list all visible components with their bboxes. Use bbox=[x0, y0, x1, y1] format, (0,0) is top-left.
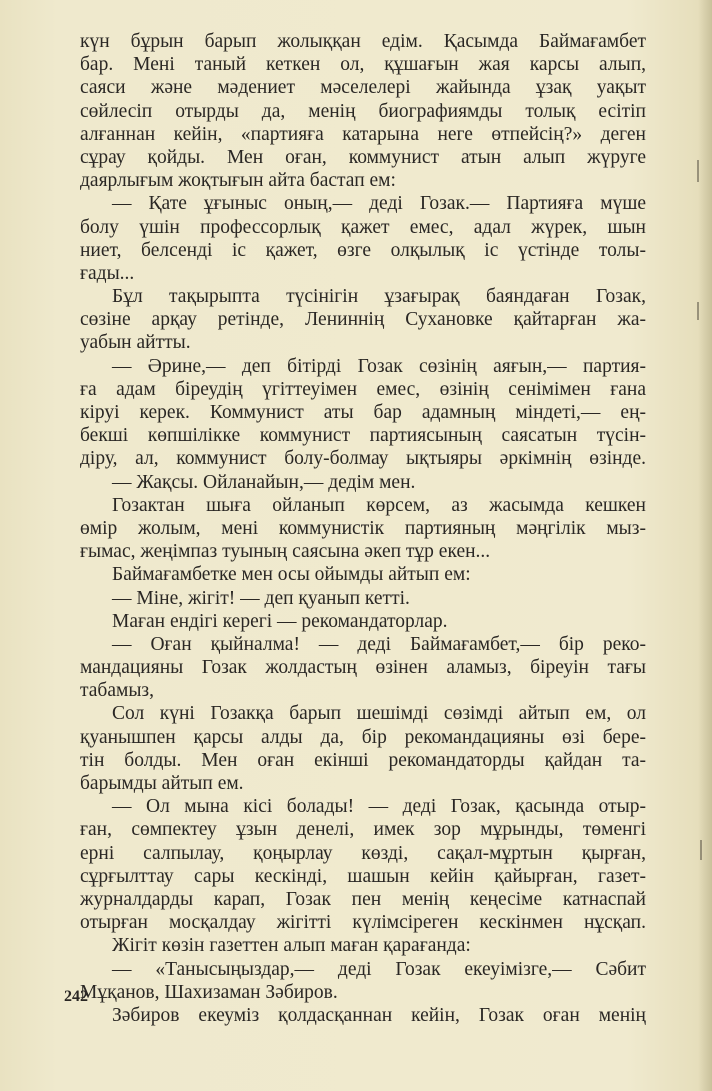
text-line: табамыз, bbox=[80, 680, 155, 702]
page-number: 242 bbox=[64, 988, 88, 1005]
text-line: — Оған қыйналма! — деді Баймағамбет,— бір реко- bbox=[112, 633, 646, 655]
text-line: отырған мосқалдау жігітті күлімсіреген кескінмен нұсқап. bbox=[80, 912, 646, 934]
text-line: ға адам біреудің үгіттеуімен емес, өзінің сенімімен ғана bbox=[80, 378, 646, 400]
text-line: Гозактан шыға ойланып көрсем, аз жасымда кешкен bbox=[112, 494, 646, 516]
margin-mark bbox=[697, 302, 699, 320]
text-line: бекші көпшілікке коммунист партиясының саясатын түсін- bbox=[80, 425, 646, 447]
text-line: бар. Мені таный кеткен ол, құшағын жая карсы алып, bbox=[80, 54, 646, 76]
text-line: — Жақсы. Ойланайын,— дедім мен. bbox=[112, 471, 416, 493]
text-line: Сол күні Гозакқа барып шешімді сөзімді айтып ем, ол bbox=[112, 703, 646, 725]
text-line: сұрау қойды. Мен оған, коммунист атын алып жүруге bbox=[80, 146, 646, 168]
text-line: болу үшін профессорлық қажет емес, адал жүрек, шын bbox=[80, 216, 646, 238]
text-line: алғаннан кейін, «партияға катарына неге өтпейсің?» деген bbox=[80, 123, 646, 145]
text-line: сұрғылттау сары кескінді, шашын кейін қайырған, газет- bbox=[80, 865, 646, 887]
text-line: — Әрине,— деп бітірді Гозак сөзінің аяғын,— партия- bbox=[112, 355, 646, 377]
text-line: уабын айтты. bbox=[80, 332, 191, 354]
text-line: Баймағамбетке мен осы ойымды айтып ем: bbox=[112, 564, 471, 586]
text-line: ған, сөмпектеу ұзын денелі, имек зор мұрынды, төменгі bbox=[80, 819, 646, 841]
margin-mark bbox=[700, 840, 702, 860]
body-text bbox=[80, 30, 646, 1027]
text-line: Бұл тақырыпта түсінігін ұзағырақ баяндаған Гозак, bbox=[112, 286, 646, 308]
text-line: Жігіт көзін газеттен алып маған қарағанда: bbox=[112, 935, 471, 957]
margin-mark bbox=[697, 160, 699, 182]
text-line: ғымас, жеңімпаз туының саясына әкеп тұр екен... bbox=[80, 541, 491, 563]
text-line: кіруі керек. Коммунист аты бар адамның міндеті,— ең- bbox=[80, 402, 646, 423]
text-line: саяси және мәдениет мәселелері жайында ұзақ уақыт bbox=[80, 77, 646, 99]
text-line: сөйлесіп отырды да, менің биографиямды толық есітіп bbox=[80, 100, 646, 122]
text-line: діру, ал, коммунист болу-болмау ықтыяры әркімнің өзінде. bbox=[80, 448, 646, 470]
text-line: барымды айтып ем. bbox=[80, 773, 244, 794]
text-line: Мұқанов, Шахизаман Зәбиров. bbox=[80, 981, 338, 1003]
text-line: Маған ендігі керегі — рекомандаторлар. bbox=[112, 610, 448, 632]
text-line: — Қате ұғыныс оның,— деді Гозак.— Партияға мүше bbox=[112, 193, 646, 215]
text-line: даярлығым жоқтығын айта бастап ем: bbox=[80, 170, 396, 192]
text-line: — «Танысыңыздар,— деді Гозак екеуімізге,— Сәбит bbox=[112, 958, 646, 980]
text-line: сөзіне арқау ретінде, Лениннің Сухановке қайтарған жа- bbox=[80, 309, 646, 331]
text-line: күн бұрын барып жолыққан едім. Қасымда Баймағамбет bbox=[80, 31, 646, 52]
page-edge-shadow bbox=[698, 0, 712, 1091]
text-line: — Ол мына кісі болады! — деді Гозак, қасында отыр- bbox=[112, 796, 646, 818]
text-line: Зәбиров екеуміз қолдасқаннан кейін, Гозак оған менің bbox=[112, 1004, 646, 1026]
text-line: — Міне, жігіт! — деп қуанып кетті. bbox=[112, 587, 410, 609]
text-line: өмір жолым, мені коммунистік партияның мәңгілік мыз- bbox=[80, 517, 646, 539]
text-line: мандацияны Гозак жолдастың өзінен аламыз, біреуін тағы bbox=[80, 657, 646, 679]
text-line: ерні салпылау, қоңырлау көзді, сақал-мұртын қырған, bbox=[80, 842, 646, 864]
text-line: ниет, белсенді іс қажет, өзге олқылық іс үстінде толы- bbox=[80, 239, 646, 261]
text-line: қуанышпен қарсы алды да, бір рекомандацияны өзі бере- bbox=[80, 726, 646, 748]
text-line: тін болды. Мен оған екінші рекомандаторды қайдан та- bbox=[80, 749, 646, 771]
text-line: журналдарды карап, Гозак пен менің кеңесіме катнаспай bbox=[80, 888, 646, 910]
text-line: ғады... bbox=[80, 262, 135, 284]
